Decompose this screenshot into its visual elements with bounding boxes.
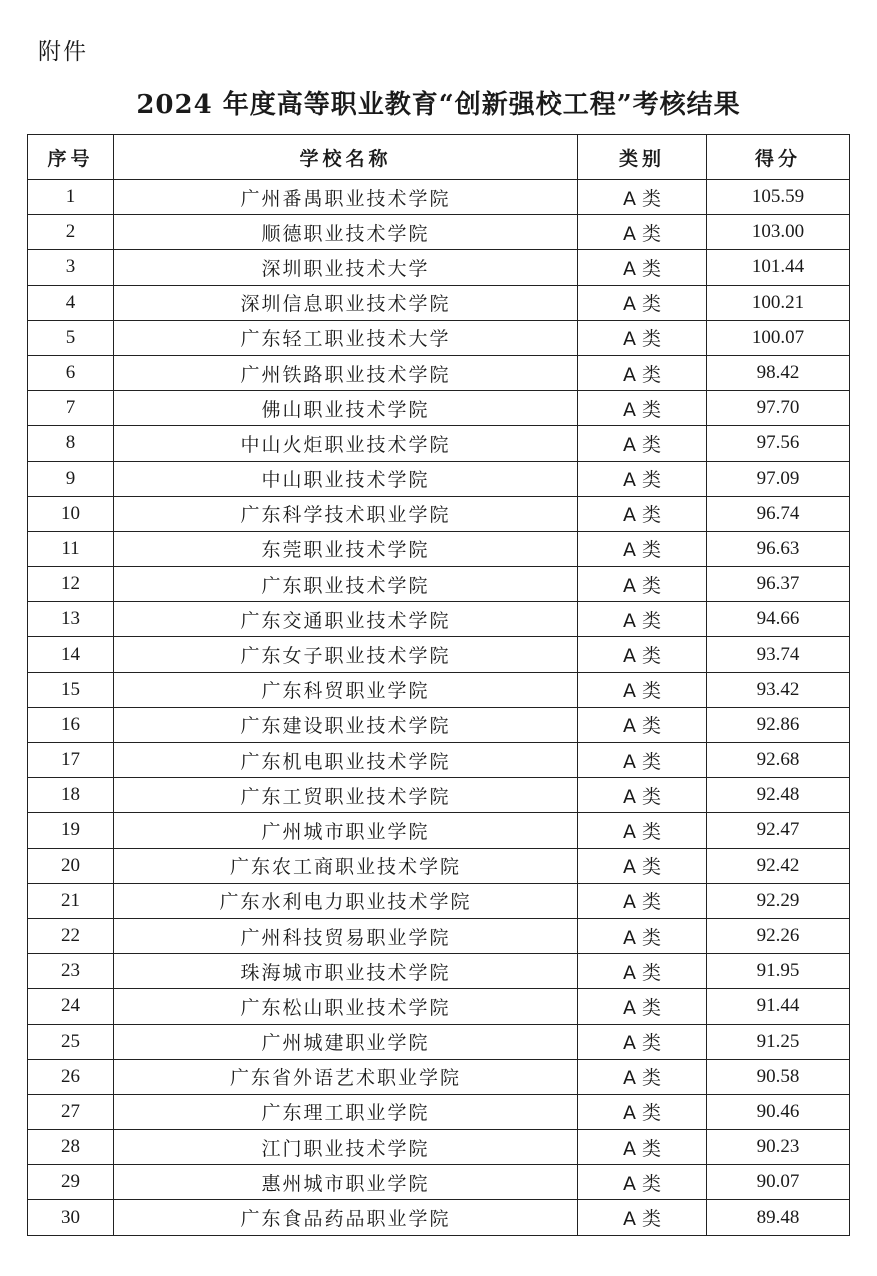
table-row <box>28 883 850 918</box>
row-number: 19 <box>28 813 114 848</box>
category: A 类 <box>578 743 707 778</box>
school-name: 广州科技贸易职业学院 <box>114 918 578 953</box>
score: 90.23 <box>707 1130 850 1165</box>
score: 92.42 <box>707 848 850 883</box>
category: A 类 <box>578 285 707 320</box>
category: A 类 <box>578 954 707 989</box>
score: 91.44 <box>707 989 850 1024</box>
school-name: 广州铁路职业技术学院 <box>114 355 578 390</box>
table-row <box>28 743 850 778</box>
category: A 类 <box>578 813 707 848</box>
row-number: 18 <box>28 778 114 813</box>
category: A 类 <box>578 778 707 813</box>
score: 96.37 <box>707 567 850 602</box>
row-number: 7 <box>28 391 114 426</box>
row-number: 25 <box>28 1024 114 1059</box>
row-number: 4 <box>28 285 114 320</box>
school-name: 广东轻工职业技术大学 <box>114 320 578 355</box>
category: A 类 <box>578 883 707 918</box>
score: 103.00 <box>707 215 850 250</box>
school-name: 广东理工职业学院 <box>114 1094 578 1129</box>
row-number: 20 <box>28 848 114 883</box>
school-name: 广东女子职业技术学院 <box>114 637 578 672</box>
school-name: 广东交通职业技术学院 <box>114 602 578 637</box>
category: A 类 <box>578 320 707 355</box>
table-row <box>28 813 850 848</box>
category: A 类 <box>578 1130 707 1165</box>
category: A 类 <box>578 1165 707 1200</box>
category: A 类 <box>578 250 707 285</box>
category: A 类 <box>578 426 707 461</box>
table-header <box>28 135 850 180</box>
school-name: 江门职业技术学院 <box>114 1130 578 1165</box>
row-number: 13 <box>28 602 114 637</box>
table-row <box>28 355 850 390</box>
table-row <box>28 250 850 285</box>
school-name: 珠海城市职业技术学院 <box>114 954 578 989</box>
table-row <box>28 496 850 531</box>
table-row <box>28 426 850 461</box>
row-number: 28 <box>28 1130 114 1165</box>
score: 100.07 <box>707 320 850 355</box>
table-row <box>28 1165 850 1200</box>
school-name: 广东建设职业技术学院 <box>114 707 578 742</box>
row-number: 5 <box>28 320 114 355</box>
school-name: 广东省外语艺术职业学院 <box>114 1059 578 1094</box>
category: A 类 <box>578 602 707 637</box>
school-name: 广东松山职业技术学院 <box>114 989 578 1024</box>
score: 89.48 <box>707 1200 850 1235</box>
row-number: 24 <box>28 989 114 1024</box>
table-row <box>28 391 850 426</box>
table-row <box>28 989 850 1024</box>
table-row <box>28 215 850 250</box>
table-row <box>28 707 850 742</box>
school-name: 中山职业技术学院 <box>114 461 578 496</box>
table-body <box>28 180 850 1236</box>
category: A 类 <box>578 918 707 953</box>
category: A 类 <box>578 215 707 250</box>
score: 92.86 <box>707 707 850 742</box>
table-row <box>28 918 850 953</box>
category: A 类 <box>578 672 707 707</box>
category: A 类 <box>578 637 707 672</box>
school-name: 广东科学技术职业学院 <box>114 496 578 531</box>
score: 92.47 <box>707 813 850 848</box>
row-number: 14 <box>28 637 114 672</box>
category: A 类 <box>578 1200 707 1235</box>
category: A 类 <box>578 391 707 426</box>
school-name: 广东职业技术学院 <box>114 567 578 602</box>
row-number: 1 <box>28 180 114 215</box>
score: 100.21 <box>707 285 850 320</box>
school-name: 中山火炬职业技术学院 <box>114 426 578 461</box>
table-row <box>28 1024 850 1059</box>
category: A 类 <box>578 1024 707 1059</box>
table-row <box>28 461 850 496</box>
school-name: 广东工贸职业技术学院 <box>114 778 578 813</box>
score: 98.42 <box>707 355 850 390</box>
category: A 类 <box>578 1094 707 1129</box>
score: 90.46 <box>707 1094 850 1129</box>
category: A 类 <box>578 1059 707 1094</box>
category: A 类 <box>578 531 707 566</box>
table-row <box>28 1059 850 1094</box>
table-row <box>28 1130 850 1165</box>
school-name: 深圳职业技术大学 <box>114 250 578 285</box>
school-name: 广东机电职业技术学院 <box>114 743 578 778</box>
score: 105.59 <box>707 180 850 215</box>
table-row <box>28 320 850 355</box>
score: 97.09 <box>707 461 850 496</box>
row-number: 17 <box>28 743 114 778</box>
school-name: 广州城建职业学院 <box>114 1024 578 1059</box>
score: 92.68 <box>707 743 850 778</box>
row-number: 30 <box>28 1200 114 1235</box>
row-number: 8 <box>28 426 114 461</box>
row-number: 23 <box>28 954 114 989</box>
category: A 类 <box>578 461 707 496</box>
row-number: 16 <box>28 707 114 742</box>
row-number: 9 <box>28 461 114 496</box>
school-name: 广东食品药品职业学院 <box>114 1200 578 1235</box>
table-row <box>28 1094 850 1129</box>
row-number: 12 <box>28 567 114 602</box>
table-row <box>28 602 850 637</box>
results-table <box>27 134 850 1236</box>
row-number: 15 <box>28 672 114 707</box>
score: 96.63 <box>707 531 850 566</box>
category: A 类 <box>578 180 707 215</box>
table-row <box>28 531 850 566</box>
school-name: 广东农工商职业技术学院 <box>114 848 578 883</box>
category: A 类 <box>578 355 707 390</box>
category: A 类 <box>578 567 707 602</box>
header-row <box>28 135 850 180</box>
row-number: 11 <box>28 531 114 566</box>
score: 92.48 <box>707 778 850 813</box>
school-name: 顺德职业技术学院 <box>114 215 578 250</box>
school-name: 东莞职业技术学院 <box>114 531 578 566</box>
score: 97.70 <box>707 391 850 426</box>
score: 91.95 <box>707 954 850 989</box>
table-row <box>28 567 850 602</box>
score: 94.66 <box>707 602 850 637</box>
score: 93.42 <box>707 672 850 707</box>
school-name: 广东水利电力职业技术学院 <box>114 883 578 918</box>
school-name: 深圳信息职业技术学院 <box>114 285 578 320</box>
header-score: 得分 <box>707 135 850 180</box>
score: 92.26 <box>707 918 850 953</box>
category: A 类 <box>578 707 707 742</box>
header-no: 序号 <box>28 135 114 180</box>
score: 96.74 <box>707 496 850 531</box>
header-category: 类别 <box>578 135 707 180</box>
category: A 类 <box>578 496 707 531</box>
score: 91.25 <box>707 1024 850 1059</box>
header-school-name: 学校名称 <box>114 135 578 180</box>
document-title: 2024 年度高等职业教育“创新强校工程”考核结果 <box>136 90 741 120</box>
row-number: 3 <box>28 250 114 285</box>
school-name: 佛山职业技术学院 <box>114 391 578 426</box>
table-row <box>28 180 850 215</box>
row-number: 2 <box>28 215 114 250</box>
school-name: 广东科贸职业学院 <box>114 672 578 707</box>
school-name: 广州城市职业学院 <box>114 813 578 848</box>
row-number: 29 <box>28 1165 114 1200</box>
table-row <box>28 285 850 320</box>
school-name: 惠州城市职业学院 <box>114 1165 578 1200</box>
row-number: 22 <box>28 918 114 953</box>
table-row <box>28 1200 850 1235</box>
score: 92.29 <box>707 883 850 918</box>
score: 101.44 <box>707 250 850 285</box>
row-number: 27 <box>28 1094 114 1129</box>
table-row <box>28 848 850 883</box>
attachment-label: 附件 <box>38 39 88 65</box>
score: 97.56 <box>707 426 850 461</box>
category: A 类 <box>578 848 707 883</box>
table-row <box>28 954 850 989</box>
row-number: 6 <box>28 355 114 390</box>
score: 90.07 <box>707 1165 850 1200</box>
score: 90.58 <box>707 1059 850 1094</box>
category: A 类 <box>578 989 707 1024</box>
table-row <box>28 778 850 813</box>
table-row <box>28 672 850 707</box>
row-number: 21 <box>28 883 114 918</box>
score: 93.74 <box>707 637 850 672</box>
row-number: 26 <box>28 1059 114 1094</box>
school-name: 广州番禺职业技术学院 <box>114 180 578 215</box>
table-row <box>28 637 850 672</box>
row-number: 10 <box>28 496 114 531</box>
